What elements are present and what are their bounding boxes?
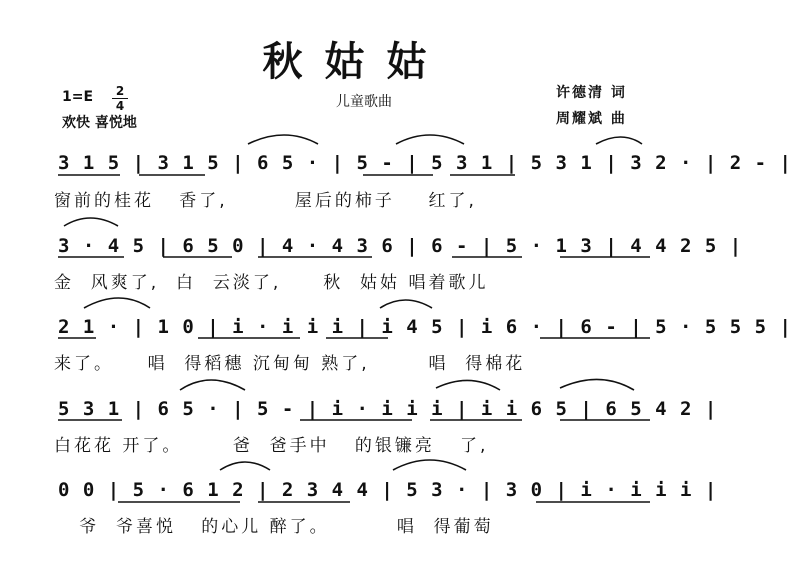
- lyrics-line-3: 来了。 唱 得稻穗 沉甸甸 熟了, 唱 得棉花: [54, 354, 526, 374]
- time-signature-top: 2: [112, 84, 128, 99]
- song-title: 秋姑姑: [262, 39, 449, 85]
- notation-line-3: 2 1 · | 1 0 | i · i i i | i 4 5 | i 6 · | 6 - | 5 · 5 5 5 |: [58, 316, 792, 338]
- key-signature: 1=E: [62, 89, 94, 105]
- credits: [556, 80, 627, 132]
- composer-credit: 周耀斌 曲: [556, 111, 627, 127]
- tempo-marking: 欢快 喜悦地: [62, 115, 137, 131]
- slur: [436, 380, 500, 390]
- slur: [596, 137, 642, 144]
- slur: [64, 218, 118, 226]
- slur: [180, 380, 245, 390]
- slur: [393, 460, 466, 470]
- time-signature: [112, 84, 128, 113]
- time-signature-bottom: 4: [115, 99, 125, 113]
- lyricist-credit: 许德清 词: [556, 85, 627, 101]
- slur: [84, 298, 150, 308]
- lyrics-line-5: 爷 爷喜悦 的心儿 醉了。 唱 得葡萄: [54, 517, 494, 537]
- slur: [560, 379, 634, 390]
- lyrics-line-2: 金 风爽了, 白 云淡了, 秋 姑姑 唱着歌儿: [54, 273, 489, 293]
- lyrics-line-4: 白花花 开了。 爸 爸手中 的银镰亮 了,: [54, 436, 489, 456]
- slur: [396, 135, 464, 144]
- notation-line-1: 3 1 5 | 3 1 5 | 6 5 · | 5 - | 5 3 1 | 5 3 1 | 3 2 · | 2 - |: [58, 152, 792, 174]
- notation-line-2: 3 · 4 5 | 6 5 0 | 4 · 4 3 6 | 6 - | 5 · 1 3 | 4 4 2 5 |: [58, 235, 743, 257]
- lyrics-line-1: 窗前的桂花 香了, 屋后的柿子 红了,: [54, 191, 477, 211]
- notation-line-5: 0 0 | 5 · 6 1 2 | 2 3 4 4 | 5 3 · | 3 0 | i · i i i |: [58, 479, 718, 501]
- slur: [220, 462, 270, 470]
- slur: [248, 135, 318, 144]
- notation-line-4: 5 3 1 | 6 5 · | 5 - | i · i i i | i i 6 5 | 6 5 4 2 |: [58, 398, 718, 420]
- song-subtitle: 儿童歌曲: [336, 94, 392, 110]
- slur: [380, 300, 432, 308]
